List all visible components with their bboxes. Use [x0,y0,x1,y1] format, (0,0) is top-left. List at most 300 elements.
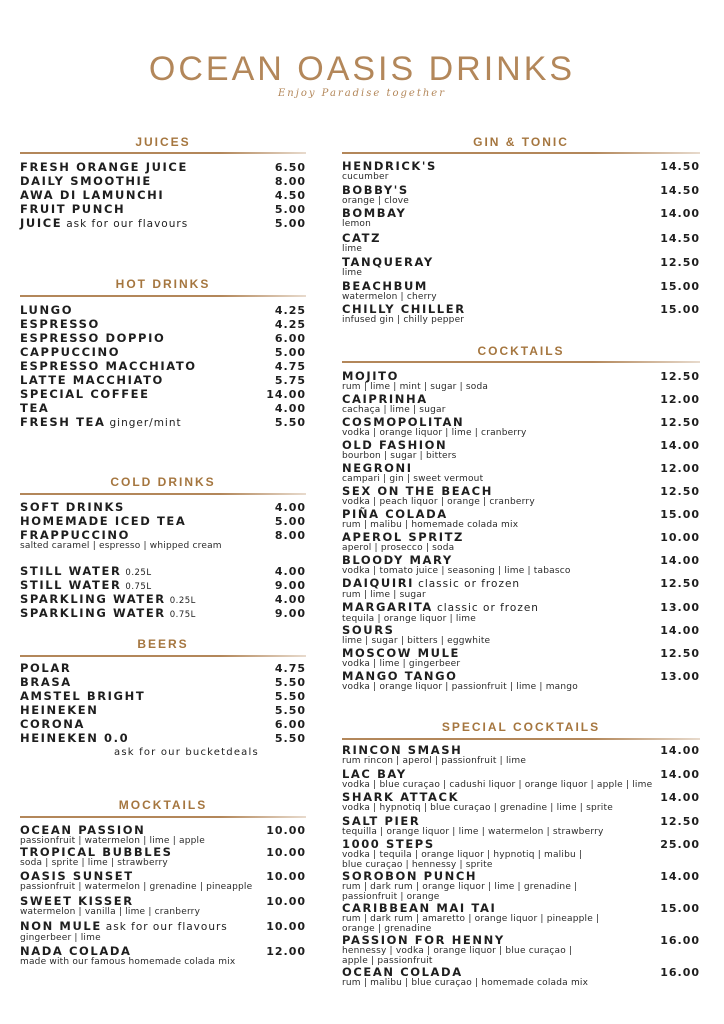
item-name-text: FRUIT PUNCH [20,202,126,216]
item-name-text: MANGO TANGO [342,669,458,683]
menu-item [20,332,306,344]
item-name-text: MOSCOW MULE [342,646,460,660]
menu-item [342,670,700,692]
item-name [20,662,306,674]
item-price: 14.00 [660,624,700,637]
menu-item [20,662,306,674]
item-name-text: POLAR [20,661,72,675]
item-price: 5.50 [274,690,306,703]
item-name [20,161,306,173]
item-name [342,416,700,428]
section-title: HOT DRINKS [115,277,211,291]
menu-item [20,676,306,688]
item-name-text: ESPRESSO [20,317,100,331]
item-name [20,920,306,933]
item-price: 14.50 [660,184,700,197]
item-price: 25.00 [660,838,700,851]
item-price: 10.00 [266,824,306,837]
item-description: orange | clove [342,196,410,206]
menu-item [342,815,700,837]
menu-item [342,256,700,278]
item-name-text: CAIPRINHA [342,392,428,406]
menu-item [342,508,700,530]
menu-item [20,318,306,330]
item-name [342,870,700,882]
item-name [20,895,306,907]
item-price: 8.00 [274,175,306,188]
item-price: 10.00 [266,870,306,883]
item-name [342,393,700,405]
item-description: vodka | blue curaçao | cadushi liquor | orange liquor | apple | lime [342,780,653,790]
item-name [20,732,306,744]
item-name [342,184,700,196]
item-name [20,374,306,386]
item-description: lime [342,244,363,254]
item-name [20,676,306,688]
menu-item [20,203,306,215]
menu-item [342,577,700,600]
item-name-text: OCEAN COLADA [342,965,463,979]
menu-item [342,160,700,182]
item-price: 14.50 [660,232,700,245]
item-price: 14.00 [660,870,700,883]
item-price: 12.00 [660,393,700,406]
item-name-text: FRESH ORANGE JUICE [20,160,188,174]
item-description: tequilla | orange liquor | lime | watermelon | strawberry [342,827,604,837]
item-description: rum | malibu | homemade colada mix [342,520,519,530]
item-name [20,318,306,330]
item-name [342,815,700,827]
item-name-text: ESPRESSO DOPPIO [20,331,166,345]
item-name-text: JUICE [20,216,63,230]
section-title: COCKTAILS [477,344,565,358]
item-price: 16.00 [660,934,700,947]
item-price: 5.00 [274,346,306,359]
section-title: JUICES [135,135,191,149]
item-price: 12.50 [660,485,700,498]
item-price: 5.50 [274,676,306,689]
item-name [20,416,306,429]
item-description: tequila | orange liquor | lime [342,614,476,624]
item-name-text: LUNGO [20,303,74,317]
item-description: vodka | lime | gingerbeer [342,659,461,669]
menu-item [20,304,306,316]
menu-item [342,485,700,507]
item-name-text: NEGRONI [342,461,413,475]
section-divider [20,295,306,297]
item-size: 0.25L [169,596,196,606]
item-name [20,402,306,414]
item-name-text: SOURS [342,623,395,637]
item-description: lemon [342,219,372,229]
item-name [342,207,700,219]
item-name [342,439,700,451]
item-name-text: SALT PIER [342,814,421,828]
menu-item [342,232,700,254]
item-name-text: SOFT DRINKS [20,500,125,514]
item-name-text: OCEAN PASSION [20,823,146,837]
item-name-text: DAIQUIRI [342,576,415,590]
item-name-text: CARIBBEAN MAI TAI [342,901,497,915]
item-description: gingerbeer | lime [20,933,101,943]
item-name-text: HOMEMADE ICED TEA [20,514,187,528]
item-name [342,670,700,682]
beers-footnote: ask for our bucketdeals [114,747,259,758]
item-price: 4.25 [274,304,306,317]
item-description: cachaça | lime | sugar [342,405,446,415]
item-description: rum | malibu | blue curaçao | homemade colada mix [342,978,589,988]
right-column [342,0,700,1024]
item-price: 14.50 [660,160,700,173]
section-title: BEERS [137,637,189,651]
item-price: 5.00 [274,515,306,528]
item-price: 12.50 [660,647,700,660]
item-name-text: MARGARITA [342,600,433,614]
item-name [20,175,306,187]
item-description: campari | gin | sweet vermout [342,474,484,484]
item-price: 12.00 [660,462,700,475]
menu-item [20,920,306,943]
item-name [342,554,700,566]
item-name-text: PIÑA COLADA [342,507,448,521]
item-size: 0.75L [169,610,196,620]
menu-item [20,732,306,744]
item-name [20,304,306,316]
item-name-text: SWEET KISSER [20,894,134,908]
item-name-text: COSMOPOLITAN [342,415,465,429]
item-name-text: STILL WATER [20,564,122,578]
item-price: 14.00 [660,744,700,757]
item-price: 4.00 [274,565,306,578]
menu-item [20,704,306,716]
item-name [20,870,306,882]
item-description-continued: orange | grenadine [342,924,432,934]
item-name [20,824,306,836]
item-note: ask for our flavours [105,921,228,933]
item-description: vodka | orange liquor | passionfruit | lime | mango [342,682,578,692]
menu-item [20,189,306,201]
item-name-text: NADA COLADA [20,944,132,958]
item-name-text: STILL WATER [20,578,122,592]
item-price: 5.75 [274,374,306,387]
item-name [20,332,306,344]
item-name-text: FRAPPUCCINO [20,528,130,542]
menu-item [20,870,306,892]
item-price: 10.00 [660,531,700,544]
item-name-text: SPARKLING WATER [20,606,166,620]
item-description: hennessy | vodka | orange liquor | blue curaçao | [342,946,573,956]
item-name-text: RINCON SMASH [342,743,463,757]
section-divider [20,493,306,495]
menu-item [342,416,700,438]
item-price: 9.00 [274,607,306,620]
item-name [20,593,306,607]
item-name-text: DAILY SMOOTHIE [20,174,152,188]
item-price: 6.50 [274,161,306,174]
item-price: 15.00 [660,303,700,316]
item-name-text: PASSION FOR HENNY [342,933,505,947]
menu-item [342,838,700,870]
item-price: 9.00 [274,579,306,592]
item-name-text: LAC BAY [342,767,407,781]
item-name-text: OASIS SUNSET [20,869,134,883]
item-name [20,945,306,957]
item-note: ask for our flavours [66,218,189,230]
item-description-continued: passionfruit | orange [342,892,440,902]
section-divider [342,738,700,740]
item-description-continued: blue curaçao | hennessy | sprite [342,860,493,870]
section-title: GIN & TONIC [473,135,569,149]
item-name-text: FRESH TEA [20,415,106,429]
item-price: 4.75 [274,662,306,675]
item-price: 10.00 [266,846,306,859]
item-price: 4.00 [274,402,306,415]
item-description: made with our famous homemade colada mix [20,957,236,967]
item-price: 5.50 [274,416,306,429]
item-name-text: SPARKLING WATER [20,592,166,606]
item-description: soda | sprite | lime | strawberry [20,858,168,868]
item-price: 12.00 [266,945,306,958]
item-note: ginger/mint [109,417,182,429]
item-price: 6.00 [274,718,306,731]
item-name [20,846,306,858]
item-name-text: HENDRICK'S [342,159,437,173]
item-name [342,838,700,850]
item-name-text: TROPICAL BUBBLES [20,845,173,859]
item-price: 12.50 [660,577,700,590]
item-name [342,577,700,590]
menu-item [342,462,700,484]
section-title: MOCKTAILS [118,798,208,812]
item-name [342,791,700,803]
item-description: infused gin | chilly pepper [342,315,465,325]
item-name [342,370,700,382]
menu-item [342,207,700,229]
menu-item [342,966,700,988]
menu-item [342,870,700,902]
menu-item [342,902,700,934]
item-price: 15.00 [660,280,700,293]
menu-item [20,690,306,702]
item-description: salted caramel | espresso | whipped cream [20,541,222,551]
item-price: 14.00 [660,768,700,781]
item-description: rum | dark rum | amaretto | orange liquor | pineapple | [342,914,600,924]
item-name-text: OLD FASHION [342,438,448,452]
menu-item [20,593,306,607]
item-price: 13.00 [660,670,700,683]
item-description: lime [342,268,363,278]
menu-item [342,280,700,302]
item-name [342,902,700,914]
item-name [20,529,306,541]
item-name [342,160,700,172]
item-name [342,531,700,543]
item-name [342,601,700,614]
menu-item [342,370,700,392]
item-price: 13.00 [660,601,700,614]
menu-item [342,768,700,790]
menu-item [20,824,306,846]
item-name [342,232,700,244]
item-name [20,360,306,372]
item-description: rum | lime | sugar [342,590,426,600]
item-description: cucumber [342,172,389,182]
item-price: 5.00 [274,203,306,216]
menu-item [20,607,306,621]
item-price: 12.50 [660,815,700,828]
item-name [342,256,700,268]
item-note: classic or frozen [418,578,521,590]
menu-item [342,393,700,415]
item-description: vodka | tomato juice | seasoning | lime | tabasco [342,566,571,576]
item-description: vodka | hypnotiq | blue curaçao | grenadine | lime | sprite [342,803,613,813]
item-price: 15.00 [660,508,700,521]
item-price: 10.00 [266,920,306,933]
item-description: vodka | orange liquor | lime | cranberry [342,428,527,438]
item-price: 4.25 [274,318,306,331]
item-description: lime | sugar | bitters | eggwhite [342,636,491,646]
item-name [342,768,700,780]
item-name [20,346,306,358]
menu-item [20,718,306,730]
item-name-text: CAPPUCCINO [20,345,121,359]
item-name-text: TANQUERAY [342,255,434,269]
item-name [342,485,700,497]
item-name-text: CHILLY CHILLER [342,302,466,316]
section-title: SPECIAL COCKTAILS [441,720,601,734]
item-description: passionfruit | watermelon | lime | apple [20,836,205,846]
item-name-text: SEX ON THE BEACH [342,484,493,498]
item-name-text: HEINEKEN [20,703,99,717]
left-column [20,0,306,1024]
item-name [20,579,306,593]
menu-item [20,416,306,429]
item-name-text: BRASA [20,675,72,689]
menu-item [342,554,700,576]
item-description: watermelon | vanilla | lime | cranberry [20,907,201,917]
item-price: 14.00 [660,207,700,220]
item-name-text: SPECIAL COFFEE [20,387,150,401]
item-note: classic or frozen [436,602,539,614]
item-name-text: BEACHBUM [342,279,428,293]
menu-item [20,501,306,513]
menu-item [20,565,306,579]
item-name-text: HEINEKEN 0.0 [20,731,130,745]
item-name [342,934,700,946]
item-name [20,565,306,579]
section-divider [342,152,700,154]
item-description: watermelon | cherry [342,292,437,302]
item-price: 14.00 [266,388,306,401]
item-name [20,388,306,400]
item-description: rum | lime | mint | sugar | soda [342,382,489,392]
menu-item [20,217,306,230]
menu-item [342,531,700,553]
menu-item [20,945,306,967]
item-name [342,280,700,292]
section-divider [20,816,306,818]
menu-item [342,601,700,624]
item-name-text: BOMBAY [342,206,407,220]
item-name-text: BOBBY'S [342,183,409,197]
item-description: aperol | prosecco | soda [342,543,455,553]
menu-item [20,579,306,593]
item-price: 12.50 [660,256,700,269]
item-price: 14.00 [660,791,700,804]
item-name [20,203,306,215]
menu-item [20,360,306,372]
item-name-text: SHARK ATTACK [342,790,460,804]
item-name-text: ESPRESSO MACCHIATO [20,359,197,373]
item-name [342,624,700,636]
item-price: 10.00 [266,895,306,908]
item-name-text: CORONA [20,717,85,731]
menu-item [20,846,306,868]
section-divider [20,655,306,657]
menu-item [20,895,306,917]
item-price: 16.00 [660,966,700,979]
item-name-text: LATTE MACCHIATO [20,373,164,387]
item-description: passionfruit | watermelon | grenadine | pineapple [20,882,253,892]
menu-item [342,647,700,669]
item-price: 4.75 [274,360,306,373]
menu-item [342,439,700,461]
item-name [342,647,700,659]
item-size: 0.25L [125,568,152,578]
item-price: 5.50 [274,732,306,745]
item-price: 4.50 [274,189,306,202]
item-price: 4.00 [274,593,306,606]
menu-item [20,388,306,400]
menu-item [20,515,306,527]
menu-item [342,303,700,325]
menu-item [342,184,700,206]
section-title: COLD DRINKS [110,475,216,489]
menu-item [342,744,700,766]
item-price: 14.00 [660,439,700,452]
section-divider [342,361,700,363]
item-name-text: AWA DI LAMUNCHI [20,188,165,202]
item-name-text: 1000 STEPS [342,837,435,851]
menu-item [20,529,306,551]
item-name [342,966,700,978]
item-name [20,515,306,527]
item-name [20,704,306,716]
item-name-text: BLOODY MARY [342,553,453,567]
menu-item [20,346,306,358]
item-price: 5.00 [274,217,306,230]
item-description: vodka | peach liquor | orange | cranberry [342,497,535,507]
menu-title: OCEAN OASIS DRINKS [148,50,576,88]
item-name [342,462,700,474]
item-name-text: TEA [20,401,50,415]
item-price: 8.00 [274,529,306,542]
item-name-text: NON MULE [20,919,102,933]
item-name-text: APEROL SPRITZ [342,530,464,544]
item-description-continued: apple | passionfruit [342,956,433,966]
item-price: 15.00 [660,902,700,915]
item-name [20,217,306,230]
item-name [20,718,306,730]
item-price: 6.00 [274,332,306,345]
item-name [342,508,700,520]
menu-item [20,175,306,187]
item-price: 12.50 [660,370,700,383]
menu-tagline: Enjoy Paradise together [277,88,447,99]
item-name-text: CATZ [342,231,382,245]
item-price: 14.00 [660,554,700,567]
menu-item [342,791,700,813]
